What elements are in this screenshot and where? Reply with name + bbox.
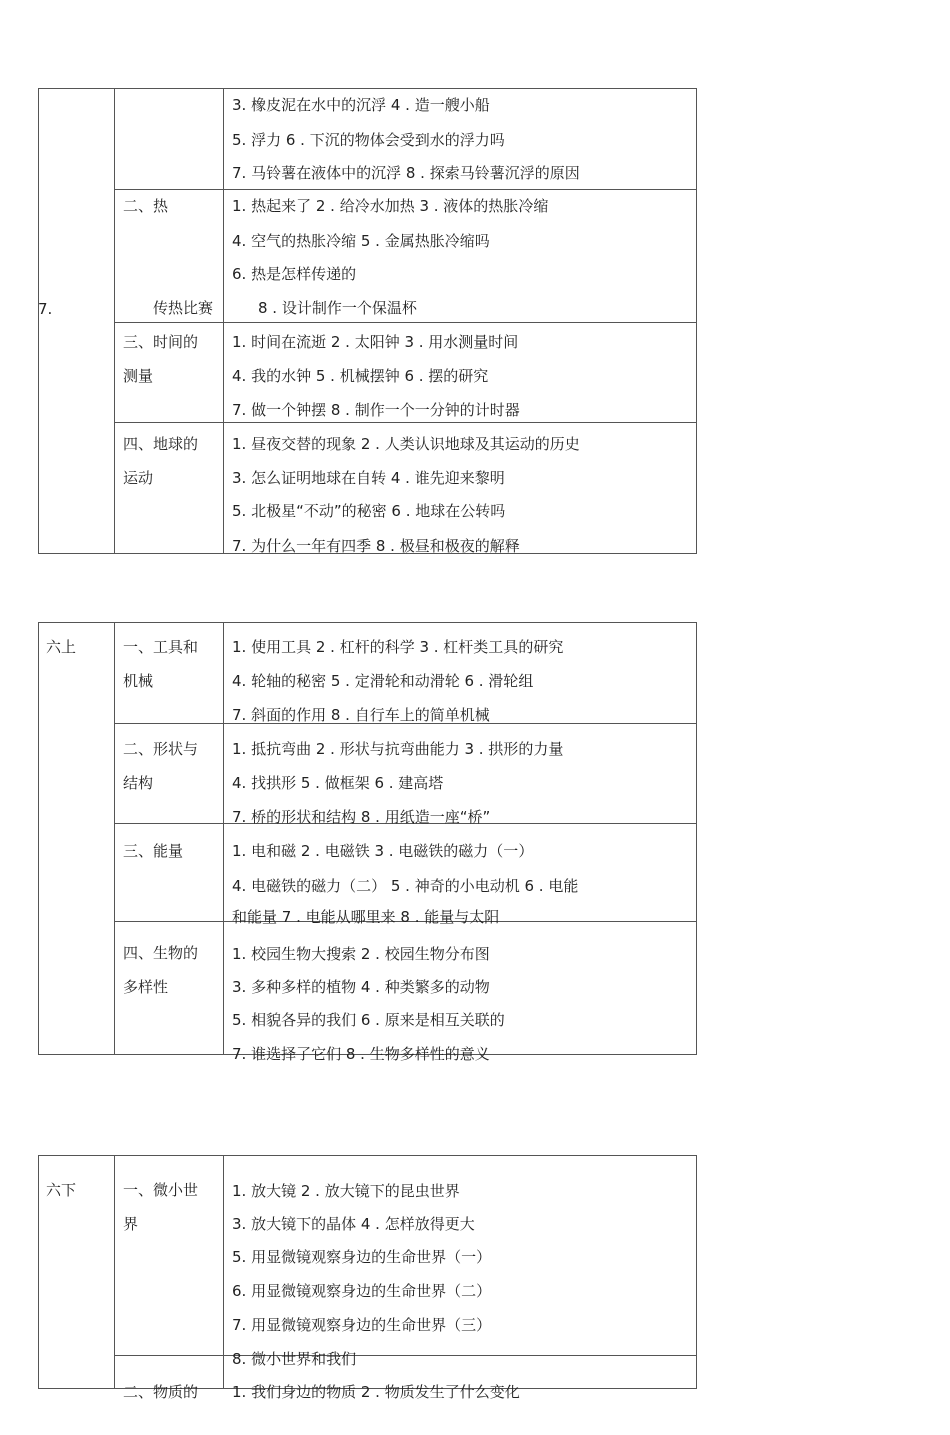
lesson-line: 8. 微小世界和我们 bbox=[232, 1350, 357, 1368]
lesson-line: 1. 电和磁 2 . 电磁铁 3 . 电磁铁的磁力（一） bbox=[232, 842, 534, 860]
unit-label: 三、时间的 bbox=[123, 333, 199, 351]
lesson-line: 1. 抵抗弯曲 2 . 形状与抗弯曲能力 3 . 拱形的力量 bbox=[232, 740, 564, 758]
unit-label: 传热比赛 bbox=[153, 299, 214, 317]
lesson-line: 7. 斜面的作用 8 . 自行车上的简单机械 bbox=[232, 706, 490, 724]
lesson-line: 5. 北极星“不动”的秘密 6 . 地球在公转吗 bbox=[232, 502, 506, 520]
lesson-line: 7. 桥的形状和结构 8 . 用纸造一座“桥” bbox=[232, 808, 491, 826]
lesson-line: 1. 使用工具 2 . 杠杆的科学 3 . 杠杆类工具的研究 bbox=[232, 638, 564, 656]
lesson-line: 6. 用显微镜观察身边的生命世界（二） bbox=[232, 1282, 492, 1300]
lesson-line: 5. 相貌各异的我们 6 . 原来是相互关联的 bbox=[232, 1011, 505, 1029]
lesson-line: 4. 电磁铁的磁力（二） 5 . 神奇的小电动机 6 . 电能 bbox=[232, 877, 579, 895]
unit-label: 四、地球的 bbox=[123, 435, 199, 453]
lesson-line: 1. 时间在流逝 2 . 太阳钟 3 . 用水测量时间 bbox=[232, 333, 519, 351]
lesson-line: 3. 多种多样的植物 4 . 种类繁多的动物 bbox=[232, 978, 490, 996]
unit-label: 二、热 bbox=[123, 197, 169, 215]
unit-label: 结构 bbox=[123, 774, 154, 792]
lesson-line: 4. 我的水钟 5 . 机械摆钟 6 . 摆的研究 bbox=[232, 367, 489, 385]
lesson-line: 4. 空气的热胀冷缩 5 . 金属热胀冷缩吗 bbox=[232, 232, 490, 250]
lesson-line: 8 . 设计制作一个保温杯 bbox=[258, 299, 417, 317]
grade-label: 六下 bbox=[46, 1181, 77, 1199]
grade-label: 7. bbox=[38, 300, 53, 318]
grade-label: 六上 bbox=[46, 638, 77, 656]
lesson-line: 3. 橡皮泥在水中的沉浮 4 . 造一艘小船 bbox=[232, 96, 490, 114]
unit-label: 一、工具和 bbox=[123, 638, 199, 656]
lesson-line: 6. 热是怎样传递的 bbox=[232, 265, 357, 283]
unit-label: 运动 bbox=[123, 469, 154, 487]
lesson-line: 1. 热起来了 2 . 给冷水加热 3 . 液体的热胀冷缩 bbox=[232, 197, 549, 215]
lesson-line: 7. 谁选择了它们 8 . 生物多样性的意义 bbox=[232, 1045, 490, 1063]
lesson-line: 1. 我们身边的物质 2 . 物质发生了什么变化 bbox=[232, 1383, 520, 1401]
lesson-line: 1. 校园生物大搜索 2 . 校园生物分布图 bbox=[232, 945, 490, 963]
lesson-line: 1. 放大镜 2 . 放大镜下的昆虫世界 bbox=[232, 1182, 460, 1200]
unit-label: 一、微小世 bbox=[123, 1181, 199, 1199]
lesson-line: 4. 轮轴的秘密 5 . 定滑轮和动滑轮 6 . 滑轮组 bbox=[232, 672, 534, 690]
lesson-line: 5. 用显微镜观察身边的生命世界（一） bbox=[232, 1248, 492, 1266]
lesson-line: 7. 马铃薯在液体中的沉浮 8 . 探索马铃薯沉浮的原因 bbox=[232, 164, 580, 182]
lesson-line: 7. 为什么一年有四季 8 . 极昼和极夜的解释 bbox=[232, 537, 520, 555]
unit-label: 四、生物的 bbox=[123, 944, 199, 962]
lesson-line: 和能量 7 . 电能从哪里来 8 . 能量与太阳 bbox=[232, 908, 500, 926]
lesson-line: 5. 浮力 6 . 下沉的物体会受到水的浮力吗 bbox=[232, 131, 505, 149]
unit-label: 二、形状与 bbox=[123, 740, 199, 758]
unit-label: 二、物质的 bbox=[123, 1383, 199, 1401]
lesson-line: 7. 用显微镜观察身边的生命世界（三） bbox=[232, 1316, 492, 1334]
unit-label: 三、能量 bbox=[123, 842, 184, 860]
lesson-line: 7. 做一个钟摆 8 . 制作一个一分钟的计时器 bbox=[232, 401, 520, 419]
lesson-line: 1. 昼夜交替的现象 2 . 人类认识地球及其运动的历史 bbox=[232, 435, 580, 453]
unit-label: 测量 bbox=[123, 367, 154, 385]
unit-label: 界 bbox=[123, 1215, 139, 1233]
lesson-line: 4. 找拱形 5 . 做框架 6 . 建高塔 bbox=[232, 774, 444, 792]
lesson-line: 3. 放大镜下的晶体 4 . 怎样放得更大 bbox=[232, 1215, 475, 1233]
unit-label: 多样性 bbox=[123, 978, 169, 996]
unit-label: 机械 bbox=[123, 672, 154, 690]
lesson-line: 3. 怎么证明地球在自转 4 . 谁先迎来黎明 bbox=[232, 469, 505, 487]
